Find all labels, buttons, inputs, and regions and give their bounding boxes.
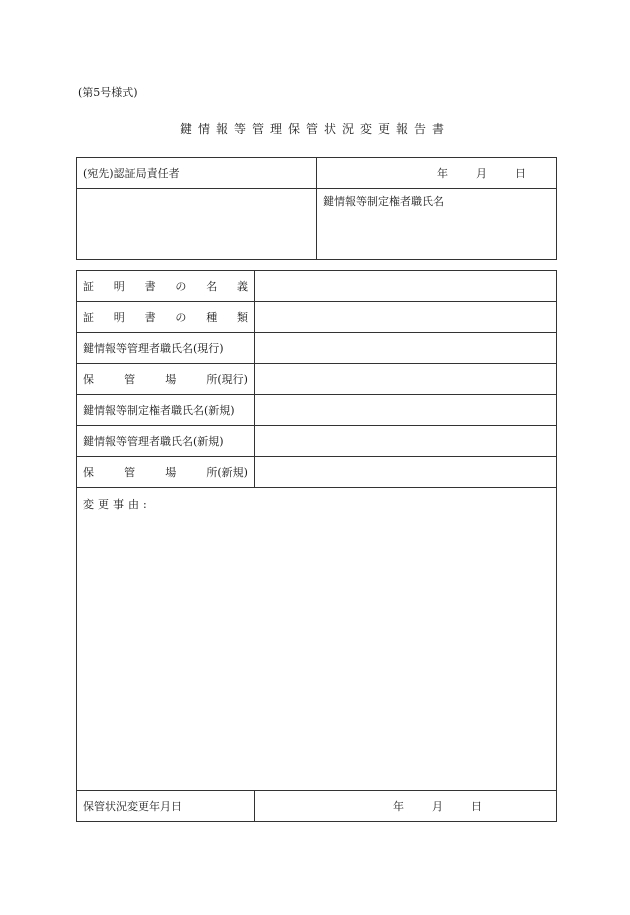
row-label-part: 鍵情報等管理者職氏名(現行): [83, 342, 224, 355]
table-row: [77, 271, 557, 302]
row-label: [77, 364, 255, 395]
change-date-day: 日: [471, 800, 482, 813]
row-label-part: の: [175, 280, 187, 293]
row-label: [77, 395, 255, 426]
row-label-part: 管: [124, 373, 136, 386]
table-row: [77, 426, 557, 457]
row-label-text: [83, 371, 248, 387]
row-label-part: 書: [144, 311, 156, 324]
form-number: (第5号様式): [78, 86, 138, 99]
row-label-part: 名: [206, 280, 218, 293]
change-date-label: 保管状況変更年月日: [77, 791, 255, 822]
change-date-value[interactable]: [255, 791, 557, 822]
addressee-blank-cell: [77, 189, 317, 260]
report-date-year: 年: [437, 167, 448, 180]
row-label-part: 義: [236, 280, 248, 293]
row-label: [77, 457, 255, 488]
row-label-part: 場: [165, 373, 177, 386]
report-date-month: 月: [476, 167, 487, 180]
row-label-part: 書: [144, 280, 156, 293]
table-row: [77, 457, 557, 488]
report-date: [317, 158, 557, 189]
row-label-part: の: [175, 311, 187, 324]
holder-name-label: 鍵情報等制定権者職氏名: [323, 195, 444, 208]
row-value[interactable]: [255, 302, 557, 333]
header-table: [76, 157, 557, 260]
table-row: [77, 364, 557, 395]
main-table: [76, 270, 557, 822]
row-label-part: 保: [83, 373, 94, 386]
row-label-part: 保: [83, 466, 94, 479]
change-date-month: 月: [432, 800, 443, 813]
change-date-year: 年: [393, 800, 404, 813]
row-label: [77, 271, 255, 302]
addressee-label: (宛先)認証局責任者: [77, 158, 317, 189]
row-label-part: 場: [165, 466, 177, 479]
report-date-day: 日: [515, 167, 526, 180]
row-label-part: 管: [124, 466, 136, 479]
change-reason-label: 変更事由:: [83, 498, 151, 511]
row-label: [77, 333, 255, 364]
row-label-text: [83, 464, 248, 480]
row-label-text: [83, 340, 248, 356]
row-label-part: 証: [83, 280, 94, 293]
row-value[interactable]: [255, 271, 557, 302]
row-value[interactable]: [255, 395, 557, 426]
row-label-text: [83, 433, 248, 449]
row-label-text: [83, 278, 248, 294]
row-label-text: [83, 309, 248, 325]
row-label-part: 種: [206, 311, 218, 324]
table-row: [77, 302, 557, 333]
row-label-part: 証: [83, 311, 94, 324]
row-label-part: 鍵情報等制定権者職氏名(新規): [83, 404, 235, 417]
row-value[interactable]: [255, 333, 557, 364]
row-label-part: 類: [236, 311, 248, 324]
row-label: [77, 426, 255, 457]
holder-name-cell[interactable]: [317, 189, 557, 260]
table-row: [77, 333, 557, 364]
row-label-part: 所(現行): [206, 373, 248, 386]
row-value[interactable]: [255, 364, 557, 395]
change-reason-cell[interactable]: [77, 488, 557, 791]
row-label-part: 鍵情報等管理者職氏名(新規): [83, 435, 224, 448]
row-value[interactable]: [255, 426, 557, 457]
row-label-text: [83, 402, 248, 418]
row-label-part: 所(新規): [206, 466, 248, 479]
row-label-part: 明: [113, 311, 125, 324]
document-title: 鍵情報等管理保管状況変更報告書: [179, 122, 450, 136]
row-value[interactable]: [255, 457, 557, 488]
row-label-part: 明: [113, 280, 125, 293]
row-label: [77, 302, 255, 333]
table-row: [77, 395, 557, 426]
